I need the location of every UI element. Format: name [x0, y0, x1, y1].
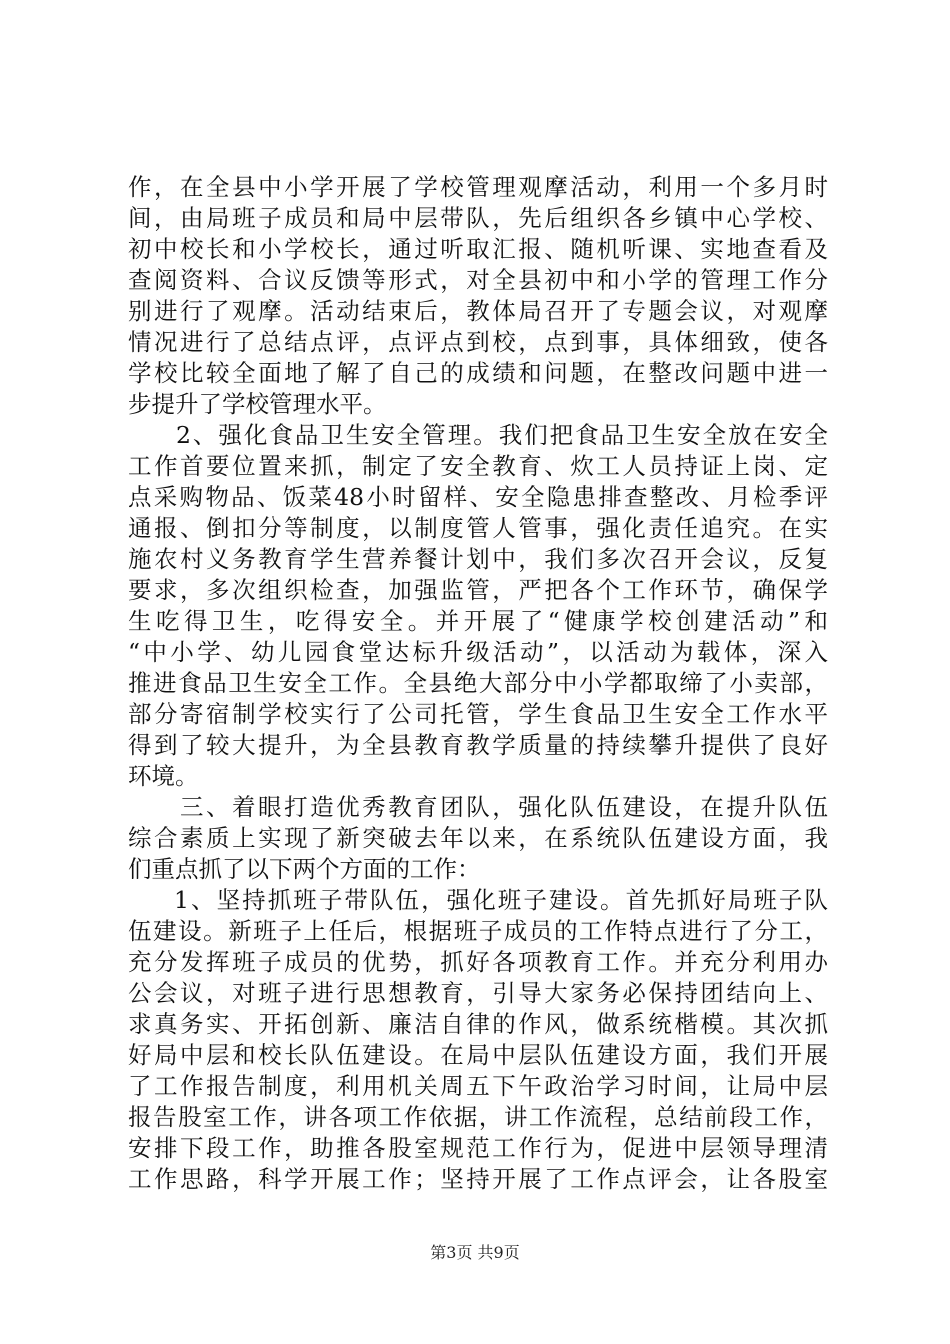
paragraph — [128, 792, 828, 885]
text-line: 1、坚持抓班子带队伍，强化班子建设。首先抓好局班子队 — [174, 886, 828, 914]
text-line: 求真务实、开拓创新、廉洁自律的作风，做系统楷模。其次抓 — [128, 1010, 828, 1038]
text-line: 综合素质上实现了新突破去年以来，在系统队伍建设方面，我 — [128, 824, 828, 852]
text-line: 查阅资料、合议反馈等形式，对全县初中和小学的管理工作分 — [128, 266, 828, 294]
text-line: 安排下段工作，助推各股室规范工作行为，促进中层领导理清 — [128, 1134, 828, 1162]
text-line: 点采购物品、饭菜48小时留样、安全隐患排查整改、月检季评 — [128, 483, 828, 511]
text-line: 要求，多次组织检查，加强监管，严把各个工作环节，确保学 — [128, 576, 828, 604]
text-line: 步提升了学校管理水平。 — [128, 390, 387, 418]
text-line: 了工作报告制度，利用机关周五下午政治学习时间，让局中层 — [128, 1072, 828, 1100]
text-line: 推进食品卫生安全工作。全县绝大部分中小学都取缔了小卖部， — [128, 669, 828, 697]
text-line: 生吃得卫生，吃得安全。并开展了“健康学校创建活动”和 — [128, 607, 828, 635]
text-line: 好局中层和校长队伍建设。在局中层队伍建设方面，我们开展 — [128, 1041, 828, 1069]
text-line: 公会议，对班子进行思想教育，引导大家务必保持团结向上、 — [128, 979, 828, 1007]
text-line: 学校比较全面地了解了自己的成绩和问题，在整改问题中进一 — [128, 359, 828, 387]
text-line: 间，由局班子成员和局中层带队，先后组织各乡镇中心学校、 — [128, 204, 828, 232]
text-line: 初中校长和小学校长，通过听取汇报、随机听课、实地查看及 — [128, 235, 828, 263]
text-line: 通报、倒扣分等制度，以制度管人管事，强化责任追究。在实 — [128, 514, 828, 542]
paragraph — [128, 172, 828, 420]
page-number-footer: 第3页 共9页 — [430, 1243, 520, 1262]
paragraph — [128, 885, 828, 1195]
text-line: 施农村义务教育学生营养餐计划中，我们多次召开会议，反复 — [128, 545, 828, 573]
text-line: 情况进行了总结点评，点评点到校，点到事，具体细致，使各 — [128, 328, 828, 356]
document-body — [128, 172, 828, 1195]
text-line: 作，在全县中小学开展了学校管理观摩活动，利用一个多月时 — [128, 173, 828, 201]
text-line: 三、着眼打造优秀教育团队，强化队伍建设，在提升队伍 — [180, 793, 828, 821]
text-line: 报告股室工作，讲各项工作依据，讲工作流程，总结前段工作， — [128, 1103, 828, 1131]
text-line: “中小学、幼儿园食堂达标升级活动”，以活动为载体，深入 — [128, 638, 828, 666]
text-line: 工作首要位置来抓，制定了安全教育、炊工人员持证上岗、定 — [128, 452, 828, 480]
text-line: 充分发挥班子成员的优势，抓好各项教育工作。并充分利用办 — [128, 948, 828, 976]
paragraph — [128, 420, 828, 792]
text-line: 2、强化食品卫生安全管理。我们把食品卫生安全放在安全 — [176, 421, 828, 449]
text-line: 伍建设。新班子上任后，根据班子成员的工作特点进行了分工， — [128, 917, 828, 945]
text-line: 环境。 — [128, 762, 199, 790]
text-line: 部分寄宿制学校实行了公司托管，学生食品卫生安全工作水平 — [128, 700, 828, 728]
text-line: 得到了较大提升，为全县教育教学质量的持续攀升提供了良好 — [128, 731, 828, 759]
text-line: 别进行了观摩。活动结束后，教体局召开了专题会议，对观摩 — [128, 297, 828, 325]
text-line: 们重点抓了以下两个方面的工作： — [128, 855, 481, 883]
text-line: 工作思路，科学开展工作；坚持开展了工作点评会，让各股室 — [128, 1165, 828, 1193]
